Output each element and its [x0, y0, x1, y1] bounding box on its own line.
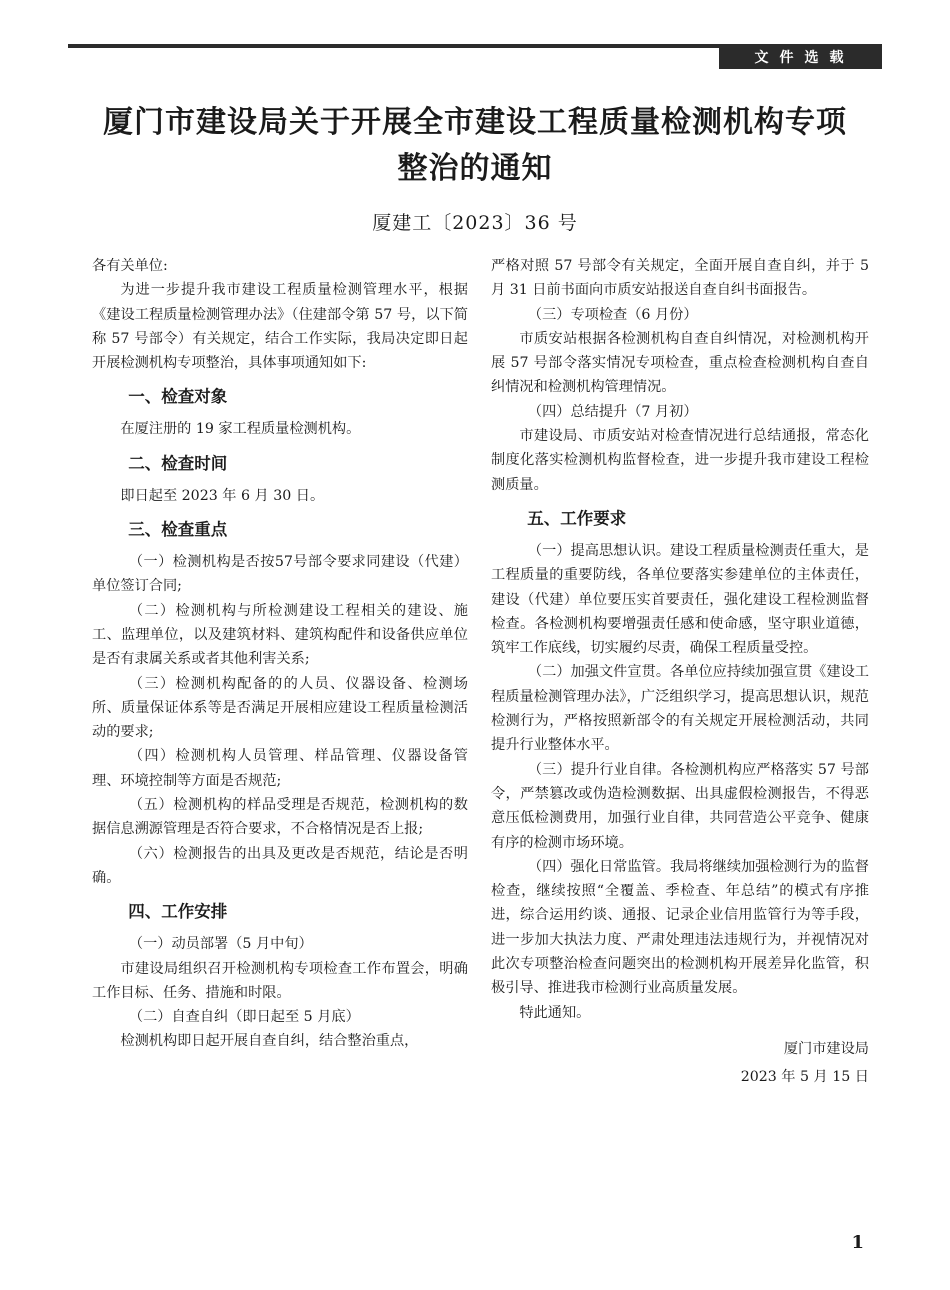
document-title: 厦门市建设局关于开展全市建设工程质量检测机构专项整治的通知: [103, 105, 847, 186]
section-text-2: 即日起至 2023 年 6 月 30 日。: [120, 487, 325, 504]
requirement-item: （二）加强文件宣贯。各单位应持续加强宣贯《建设工程质量检测管理办法》，广泛组织学习，提高思想认识，规范检测行为，严格按照新部令的有关规定开展检测活动，共同提升行业整体水平。: [491, 664, 869, 754]
section-heading-3: 三、检查重点: [128, 520, 228, 540]
check-item: （五）检测机构的样品受理是否规范，检测机构的数据信息溯源管理是否符合要求，不合格情况是否上报;: [92, 797, 468, 838]
subsection-text-continued: 严格对照 57 号部令有关规定，全面开展自查自纠，并于 5 月 31 日前书面向市质安站报送自查自纠书面报告。: [491, 258, 869, 299]
subsection-text: 市质安站根据各检测机构自查自纠情况，对检测机构开展 57 号部令落实情况专项检查，重点检查检测机构自查自纠情况和检测机构管理情况。: [491, 330, 869, 396]
subsection-title: （三）专项检查（6 月份）: [527, 306, 698, 323]
subsection-text: 市建设局组织召开检测机构专项检查工作布置会，明确工作目标、任务、措施和时限。: [92, 960, 468, 1001]
subsection-text: 检测机构即日起开展自查自纠，结合整治重点，: [120, 1033, 419, 1050]
section-heading-4: 四、工作安排: [128, 902, 228, 922]
subsection-title: （一）动员部署（5 月中旬）: [128, 936, 313, 953]
check-item: （三）检测机构配备的的人员、仪器设备、检测场所、质量保证体系等是否满足开展相应建设工程质量检测活动的要求;: [92, 675, 468, 741]
requirement-item: （一）提高思想认识。建设工程质量检测责任重大，是工程质量的重要防线，各单位要落实参建单位的主体责任，建设（代建）单位要压实首要责任，强化建设工程检测监督检查。各检测机构要增强责任感和使命感，坚守职业道德，筑牢工作底线，切实履约尽责，确保工程质量受控。: [491, 542, 869, 657]
check-item: （二）检测机构与所检测建设工程相关的建设、施工、监理单位，以及建筑材料、建筑构配件和设备供应单位是否有隶属关系或者其他利害关系;: [92, 602, 468, 668]
signature: 厦门市建设局: [783, 1040, 869, 1057]
section-heading-2: 二、检查时间: [128, 453, 228, 473]
check-item: （一）检测机构是否按57号部令要求同建设（代建）单位签订合同;: [92, 554, 468, 595]
section-heading-1: 一、检查对象: [128, 387, 228, 407]
subsection-title: （二）自查自纠（即日起至 5 月底）: [128, 1009, 360, 1026]
check-item: （四）检测机构人员管理、样品管理、仪器设备管理、环境控制等方面是否规范;: [92, 748, 468, 789]
requirement-item: （四）强化日常监管。我局将继续加强检测行为的监督检查，继续按照“全覆盖、季检查、年总结”的模式有序推进，综合运用约谈、通报、记录企业信用监管行为等手段，进一步加大执法力度、严肃处理违法违规行为，并视情况对此次专项整治检查问题突出的检测机构开展差异化监管，积极引导、推进我市检测行业高质量发展。: [491, 858, 869, 997]
right-column: [491, 254, 869, 1090]
intro-paragraph: 为进一步提升我市建设工程质量检测管理水平，根据《建设工程质量检测管理办法》（住建部令第 57 号，以下简称 57 号部令）有关规定，结合工作实际，我局决定即日起开展检测机构专项整治，具体事项通知如下:: [92, 282, 468, 372]
section-tag: 文件选载: [719, 48, 882, 69]
requirement-item: （三）提升行业自律。各检测机构应严格落实 57 号部令，严禁篡改或伪造检测数据、出具虚假检测报告，不得恶意压低检测费用，加强行业自律，共同营造公平竞争、健康有序的检测市场环境。: [491, 761, 869, 851]
left-column: [92, 254, 468, 1054]
salutation: 各有关单位:: [92, 258, 168, 274]
closing-text: 特此通知。: [519, 1004, 591, 1021]
subsection-title: （四）总结提升（7 月初）: [527, 403, 698, 420]
subsection-text: 市建设局、市质安站对检查情况进行总结通报，常态化制度化落实检测机构监督检查，进一步提升我市建设工程检测质量。: [491, 428, 869, 493]
document-number: 厦建工〔2023〕36 号: [372, 212, 578, 234]
check-item: （六）检测报告的出具及更改是否规范，结论是否明确。: [92, 845, 468, 886]
issue-date: 2023 年 5 月 15 日: [740, 1069, 869, 1086]
section-text-1: 在厦注册的 19 家工程质量检测机构。: [120, 421, 361, 438]
section-heading-5: 五、工作要求: [527, 508, 627, 528]
page-number: 1: [851, 1232, 864, 1253]
